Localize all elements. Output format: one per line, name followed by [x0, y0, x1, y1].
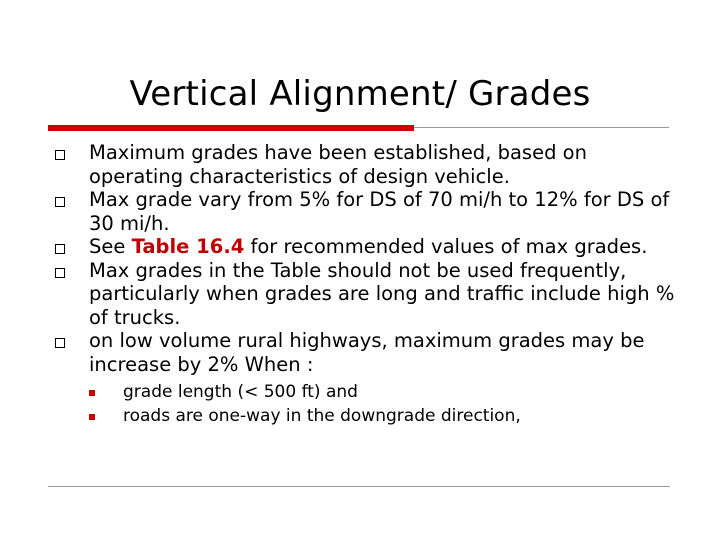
- title-divider-line: [414, 127, 669, 128]
- bullet-item: [55, 188, 685, 235]
- bullet-list: [55, 141, 685, 428]
- sub-bullet-item: [89, 380, 685, 404]
- bullet-item: [55, 259, 685, 330]
- bullet-text-prefix: See: [89, 235, 132, 258]
- bullet-text: on low volume rural highways, maximum grades may be increase by 2% When :: [89, 329, 645, 376]
- bullet-item: [55, 235, 685, 259]
- footer-divider-line: [48, 486, 670, 487]
- sub-bullet-list: [89, 380, 685, 428]
- bullet-text: Max grades in the Table should not be used frequently, particularly when grades are long and traffic include high % of trucks.: [89, 258, 675, 329]
- slide-title: Vertical Alignment/ Grades: [129, 74, 591, 114]
- bullet-item: [55, 141, 685, 188]
- bullet-text: Maximum grades have been established, based on operating characteristics of design vehicle.: [89, 141, 587, 188]
- hollow-square-bullet-icon: [55, 150, 65, 160]
- hollow-square-bullet-icon: [55, 244, 65, 254]
- sub-bullet-text: roads are one-way in the downgrade direction,: [123, 406, 521, 426]
- hollow-square-bullet-icon: [55, 338, 65, 348]
- sub-bullet-text: grade length (< 500 ft) and: [123, 382, 358, 402]
- red-square-bullet-icon: [89, 390, 95, 396]
- sub-bullet-item: [89, 404, 685, 428]
- bullet-text-suffix: for recommended values of max grades.: [244, 235, 648, 258]
- red-square-bullet-icon: [89, 414, 95, 420]
- bullet-text: Max grade vary from 5% for DS of 70 mi/h to 12% for DS of 30 mi/h.: [89, 188, 670, 235]
- table-reference: Table 16.4: [131, 235, 245, 258]
- title-accent-bar: [48, 125, 414, 131]
- hollow-square-bullet-icon: [55, 197, 65, 207]
- bullet-item: [55, 329, 685, 428]
- hollow-square-bullet-icon: [55, 268, 65, 278]
